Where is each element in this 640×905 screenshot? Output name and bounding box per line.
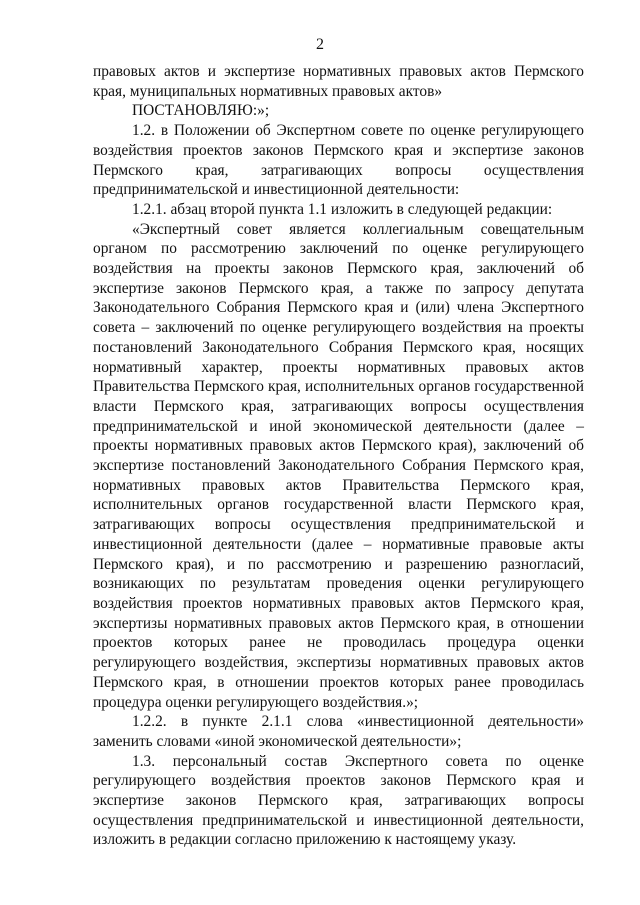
paragraph-continuation: правовых актов и экспертизе нормативных правовых актов Пермского края, муниципальных нормативных правовых актов» [93,63,584,100]
paragraph-quoted-text: «Экспертный совет является коллегиальным совещательным органом по рассмотрению заключений по оценке регулирующего воздействия на проекты законов Пермского края, заключений об экспертизе законов Пермского края, а также по запросу депутата Законодательного Собрания Пермского края и (или) члена Экспертного совета – заключений по оценке регулирующего воздействия на проекты постановлений Законодательного Собрания Пермского края, носящих нормативный характер, проекты нормативных правовых актов Правительства Пермского края, исполнительных органов государственной власти Пермского края, затрагивающих вопросы осуществления предпринимательской и иной экономической деятельности (далее – проекты нормативных правовых актов Пермского края), заключений об экспертизе постановлений Законодательного Собрания Пермского края, нормативных правовых актов Правительства Пермского края, исполнительных органов государственной власти Пермского края, затрагивающих вопросы осуществления предпринимательской и инвестиционной деятельности (далее – нормативные правовые акты Пермского края), и по рассмотрению и разрешению разногласий, возникающих по результатам проведения оценки регулирующего воздействия проектов нормативных правовых актов Пермского края, экспертизы нормативных правовых актов Пермского края, в отношении проектов которых ранее не проводилась процедура оценки регулирующего воздействия, экспертизы нормативных правовых актов Пермского края, в отношении проектов которых ранее проводилась процедура оценки регулирующего воздействия.»; [93,220,584,711]
document-body [93,62,584,850]
paragraph-1-2-1: 1.2.1. абзац второй пункта 1.1 изложить в следующей редакции: [132,200,553,218]
page-number: 2 [316,36,324,53]
paragraph-1-3: 1.3. персональный состав Экспертного совета по оценке регулирующего воздействия проектов законов Пермского края и экспертизе законов Пермского края, затрагивающих вопросы осуществления предпринимательской и инвестиционной деятельности, изложить в редакции согласно приложению к настоящему указу. [93,752,584,849]
paragraph-1-2: 1.2. в Положении об Экспертном совете по оценке регулирующего воздействия проектов законов Пермского края и экспертизе законов Пермского края, затрагивающих вопросы осуществления предпринимательской и инвестиционной деятельности: [93,122,584,199]
paragraph-1-2-2: 1.2.2. в пункте 2.1.1 слова «инвестиционной деятельности» заменить словами «иной экономической деятельности»; [93,713,584,750]
paragraph-decree: ПОСТАНОВЛЯЮ:»; [132,102,270,120]
